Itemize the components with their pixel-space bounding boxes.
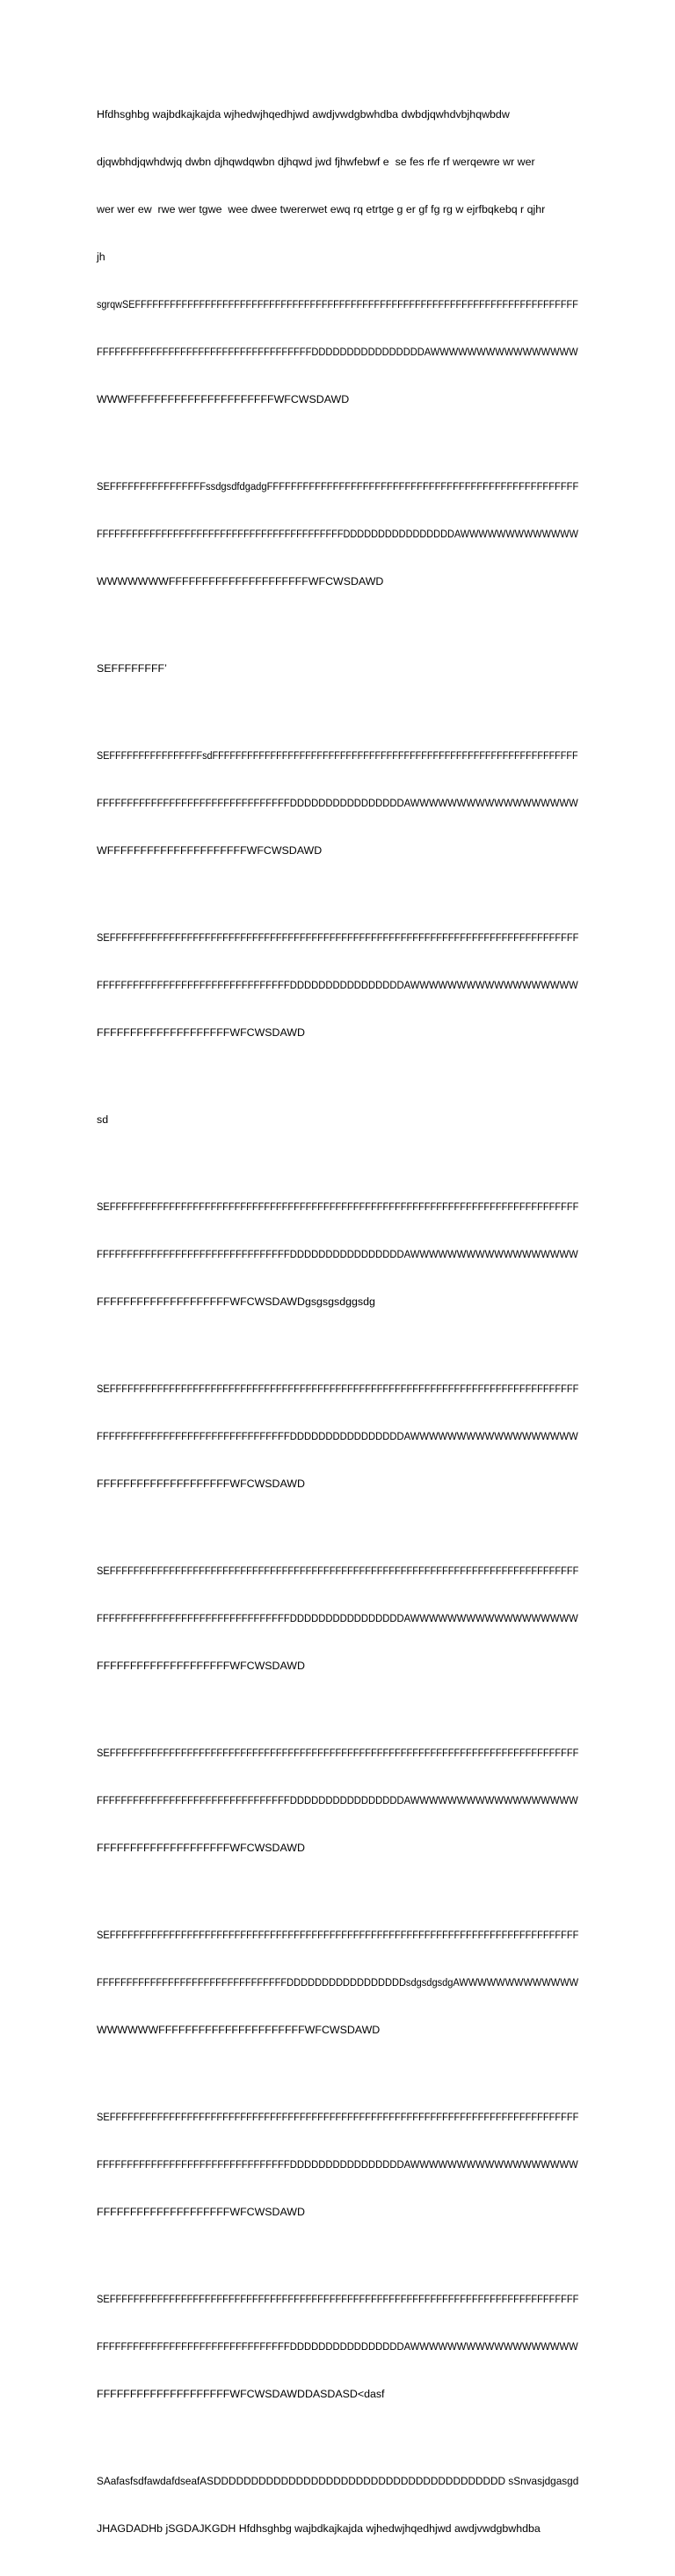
text-line: FFFFFFFFFFFFFFFFFFFFFFFFFFFFFFFFDDDDDDDDDDDDDDDDAWWWWWWWWWWWWWWWWWW	[97, 797, 578, 809]
text-line: SEFFFFFFFFFFFFFFFFFFFFFFFFFFFFFFFFFFFFFFFFFFFFFFFFFFFFFFFFFFFFFFFFFFFFFFFFFFFFFFF	[97, 1200, 579, 1213]
text-line: FFFFFFFFFFFFFFFFFFFFWFCWSDAWD	[97, 1842, 305, 1854]
text-line: FFFFFFFFFFFFFFFFFFFFFFFFFFFFFFFFDDDDDDDDDDDDDDDDAWWWWWWWWWWWWWWWWWW	[97, 1612, 578, 1624]
text-line: FFFFFFFFFFFFFFFFFFFFFFFFFFFFFFFFFFFFDDDDDDDDDDDDDDDDAWWWWWWWWWWWWWWWW	[97, 346, 578, 358]
paragraph-2	[97, 447, 578, 621]
text-line: FFFFFFFFFFFFFFFFFFFFWFCWSDAWDDASDASD<dasf	[97, 2388, 385, 2400]
text-line: SEFFFFFFFFFFFFFFFFFFFFFFFFFFFFFFFFFFFFFFFFFFFFFFFFFFFFFFFFFFFFFFFFFFFFFFFFFFFFFFF	[97, 1565, 579, 1577]
text-line: SEFFFFFFFFFFFFFFFFssdgsdfdgadgFFFFFFFFFFFFFFFFFFFFFFFFFFFFFFFFFFFFFFFFFFFFFFFFFFFF	[97, 480, 579, 493]
text-line: jh	[97, 251, 105, 263]
text-line: SEFFFFFFFFFFFFFFFFsdFFFFFFFFFFFFFFFFFFFFFFFFFFFFFFFFFFFFFFFFFFFFFFFFFFFFFFFFFFFFFFF	[97, 749, 578, 762]
text-line: SEFFFFFFFFFFFFFFFFFFFFFFFFFFFFFFFFFFFFFFFFFFFFFFFFFFFFFFFFFFFFFFFFFFFFFFFFFFFFFFF	[97, 1929, 579, 1941]
text-line: wer wer ew rwe wer tgwe wee dwee twererwet ewq rq etrtge g er gf fg rg w ejrfbqkebq r qjhr	[97, 203, 546, 215]
text-line: FFFFFFFFFFFFFFFFFFFFWFCWSDAWD	[97, 1026, 305, 1039]
text-line: WWWWWWWFFFFFFFFFFFFFFFFFFFFFWFCWSDAWD	[97, 575, 384, 587]
paragraph-14	[97, 2441, 578, 2568]
paragraph-7	[97, 1167, 578, 1341]
text-line: FFFFFFFFFFFFFFFFFFFFWFCWSDAWDgsgsgsdggsdg	[97, 1295, 375, 1308]
paragraph-9	[97, 1531, 578, 1705]
paragraph-13	[97, 2259, 578, 2434]
text-line: sgrqwSEFFFFFFFFFFFFFFFFFFFFFFFFFFFFFFFFFFFFFFFFFFFFFFFFFFFFFFFFFFFFFFFFFFFFFFFFFFFF	[97, 298, 578, 310]
text-line: FFFFFFFFFFFFFFFFFFFFWFCWSDAWD	[97, 2206, 305, 2218]
paragraph-1	[97, 75, 578, 439]
text-line: SEFFFFFFFFFFFFFFFFFFFFFFFFFFFFFFFFFFFFFFFFFFFFFFFFFFFFFFFFFFFFFFFFFFFFFFFFFFFFFFF	[97, 2111, 579, 2123]
text-line: FFFFFFFFFFFFFFFFFFFFFFFFFFFFFFFFDDDDDDDDDDDDDDDDAWWWWWWWWWWWWWWWWWW	[97, 1430, 578, 1442]
document-page	[97, 75, 578, 2576]
paragraph-11	[97, 1895, 578, 2069]
paragraph-8	[97, 1349, 578, 1523]
text-line: WFFFFFFFFFFFFFFFFFFFFFWFCWSDAWD	[97, 844, 323, 857]
text-line: FFFFFFFFFFFFFFFFFFFFFFFFFFFFFFFFDDDDDDDDDDDDDDDDAWWWWWWWWWWWWWWWWWW	[97, 1794, 578, 1806]
paragraph-4	[97, 716, 578, 890]
text-line: FFFFFFFFFFFFFFFFFFFFWFCWSDAWD	[97, 1660, 305, 1672]
text-line: FFFFFFFFFFFFFFFFFFFFFFFFFFFFFFFFDDDDDDDDDDDDDDDDAWWWWWWWWWWWWWWWWWW	[97, 1248, 578, 1260]
paragraph-6	[97, 1080, 578, 1159]
text-line: Hfdhsghbg wajbdkajkajda wjhedwjhqedhjwd awdjvwdgbwhdba dwbdjqwhdvbjhqwbdw	[97, 108, 510, 120]
text-line: SEFFFFFFFF’	[97, 662, 167, 675]
text-line: FFFFFFFFFFFFFFFFFFFFFFFFFFFFFFFFDDDDDDDDDDDDDDDDAWWWWWWWWWWWWWWWWWW	[97, 2158, 578, 2171]
text-line: SAafasfsdfawdafdseafASDDDDDDDDDDDDDDDDDDDDDDDDDDDDDDDDDDDDDDD sSnvasjdgasgd	[97, 2475, 579, 2487]
text-line: FFFFFFFFFFFFFFFFFFFFFFFFFFFFFFFFDDDDDDDDDDDDDDDDDsdgsdgsdgAWWWWWWWWWWWWW	[97, 1976, 579, 1989]
text-line: WWWWWWFFFFFFFFFFFFFFFFFFFFFFWFCWSDAWD	[97, 2024, 381, 2036]
text-line: JHAGDADHb jSGDAJKGDH Hfdhsghbg wajbdkajkajda wjhedwjhqedhjwd awdjvwdgbwhdba	[97, 2522, 541, 2535]
text-line: SEFFFFFFFFFFFFFFFFFFFFFFFFFFFFFFFFFFFFFFFFFFFFFFFFFFFFFFFFFFFFFFFFFFFFFFFFFFFFFFF	[97, 2293, 579, 2305]
text-line: SEFFFFFFFFFFFFFFFFFFFFFFFFFFFFFFFFFFFFFFFFFFFFFFFFFFFFFFFFFFFFFFFFFFFFFFFFFFFFFFF	[97, 1747, 579, 1759]
text-line: SEFFFFFFFFFFFFFFFFFFFFFFFFFFFFFFFFFFFFFFFFFFFFFFFFFFFFFFFFFFFFFFFFFFFFFFFFFFFFFFF	[97, 1383, 579, 1395]
text-line: SEFFFFFFFFFFFFFFFFFFFFFFFFFFFFFFFFFFFFFFFFFFFFFFFFFFFFFFFFFFFFFFFFFFFFFFFFFFFFFFF	[97, 931, 579, 944]
text-line: FFFFFFFFFFFFFFFFFFFFFFFFFFFFFFFFFFFFFFFFFFDDDDDDDDDDDDDDDDAWWWWWWWWWWWWW	[97, 528, 578, 540]
paragraph-3	[97, 629, 578, 708]
text-line: FFFFFFFFFFFFFFFFFFFFFFFFFFFFFFFFDDDDDDDDDDDDDDDDAWWWWWWWWWWWWWWWWWW	[97, 2340, 578, 2353]
paragraph-10	[97, 1713, 578, 1887]
text-line: djqwbhdjqwhdwjq dwbn djhqwdqwbn djhqwd jwd fjhwfebwf e se fes rfe rf werqewre wr wer	[97, 156, 535, 168]
text-line: WWWFFFFFFFFFFFFFFFFFFFFFFWFCWSDAWD	[97, 393, 350, 405]
text-line: FFFFFFFFFFFFFFFFFFFFWFCWSDAWD	[97, 1478, 305, 1490]
text-line: sd	[97, 1113, 109, 1126]
text-line: FFFFFFFFFFFFFFFFFFFFFFFFFFFFFFFFDDDDDDDDDDDDDDDDAWWWWWWWWWWWWWWWWWW	[97, 979, 578, 991]
paragraph-5	[97, 898, 578, 1072]
paragraph-12	[97, 2077, 578, 2251]
